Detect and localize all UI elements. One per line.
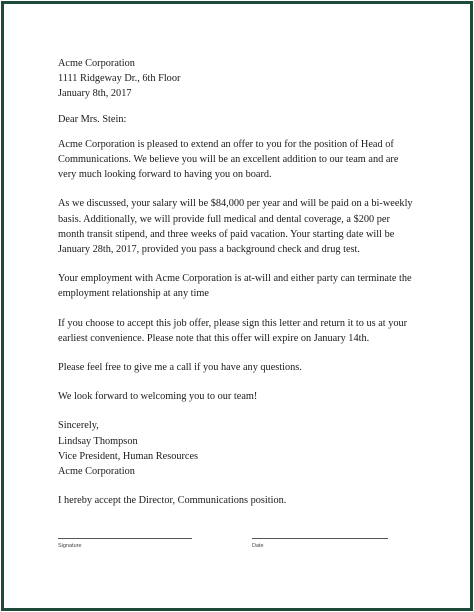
acceptance-statement: I hereby accept the Director, Communications position. [58, 495, 287, 507]
letter-date: January 8th, 2017 [58, 88, 132, 100]
signature-row [58, 538, 388, 558]
signer-company: Acme Corporation [58, 466, 135, 478]
closing-block [58, 418, 418, 479]
sender-company: Acme Corporation [58, 58, 135, 69]
paragraph-welcome: We look forward to welcoming you to our team! [58, 391, 258, 403]
paragraph-questions: Please feel free to give me a call if you have any questions. [58, 362, 302, 374]
signature-label: Signature [58, 543, 82, 549]
signer-name: Lindsay Thompson [58, 435, 138, 447]
offer-letter [58, 56, 418, 508]
paragraph-compensation: As we discussed, your salary will be $84,000 per year and will be paid on a bi-weekly basis. Additionally, we will provide full medical and dental coverage, a $200 per month transit stipend, and three weeks of paid vacation. Your starting date will be January 28th, 2017, provided you pass a background check and drug test. [58, 198, 413, 256]
signer-title: Vice President, Human Resources [58, 450, 199, 462]
sender-address: 1111 Ridgeway Dr., 6th Floor [58, 73, 181, 85]
date-line[interactable] [252, 538, 388, 539]
signature-line[interactable] [58, 538, 192, 539]
salutation: Dear Mrs. Stein: [58, 113, 127, 125]
sender-block [58, 56, 418, 102]
paragraph-at-will: Your employment with Acme Corporation is at-will and either party can terminate the employment relationship at any time [58, 273, 412, 300]
paragraph-offer: Acme Corporation is pleased to extend an offer to you for the position of Head of Communications. We believe you will be an excellent addition to our team and are very much looking forward to having you on board. [58, 138, 399, 181]
paragraph-acceptance-instructions: If you choose to accept this job offer, please sign this letter and return it to us at your earliest convenience. Please note that this offer will expire on January 14th. [58, 317, 408, 344]
date-label: Date [252, 543, 264, 549]
valediction: Sincerely, [58, 420, 99, 432]
